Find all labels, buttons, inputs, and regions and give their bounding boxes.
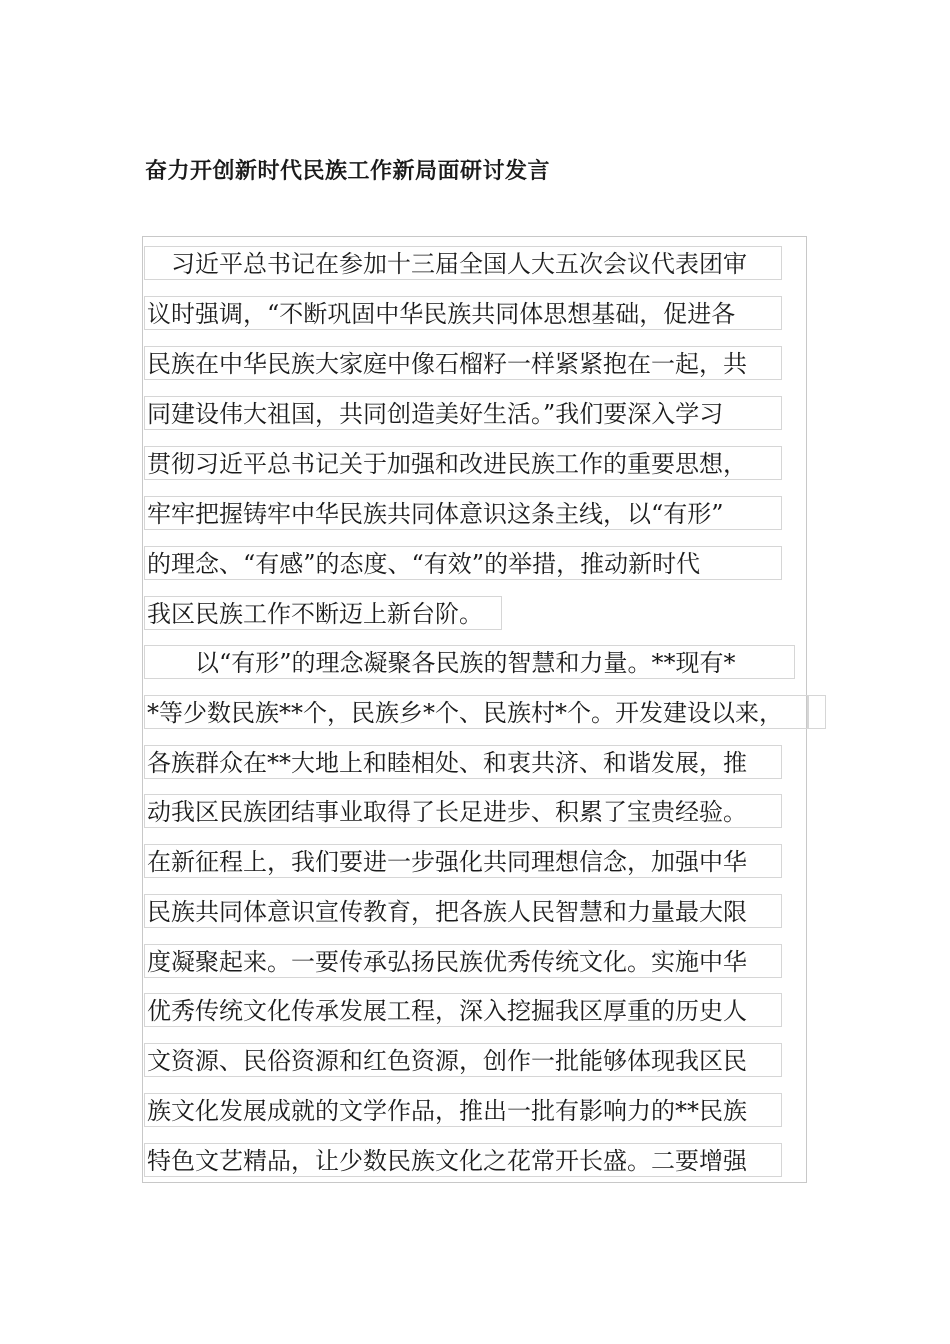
text-line: 特色文艺精品，让少数民族文化之花常开长盛。二要增强 [144, 1143, 782, 1177]
text-line: 牢牢把握铸牢中华民族共同体意识这条主线，以“有形” [144, 496, 782, 530]
text-line: *等少数民族**个，民族乡*个、民族村*个。开发建设以来， [144, 695, 808, 729]
text-line: 动我区民族团结事业取得了长足进步、积累了宝贵经验。 [144, 794, 782, 828]
text-line: 的理念、“有感”的态度、“有效”的举措，推动新时代 [144, 546, 782, 580]
text-line: 各族群众在**大地上和睦相处、和衷共济、和谐发展，推 [144, 745, 782, 779]
text-line: 在新征程上，我们要进一步强化共同理想信念，加强中华 [144, 844, 782, 878]
text-line: 文资源、民俗资源和红色资源，创作一批能够体现我区民 [144, 1043, 782, 1077]
document-title: 奋力开创新时代民族工作新局面研讨发言 [145, 159, 551, 184]
overflow-char-box [808, 695, 826, 729]
text-line: 习近平总书记在参加十三届全国人大五次会议代表团审 [144, 246, 782, 280]
text-line: 民族在中华民族大家庭中像石榴籽一样紧紧抱在一起，共 [144, 346, 782, 380]
text-line: 优秀传统文化传承发展工程，深入挖掘我区厚重的历史人 [144, 993, 782, 1027]
text-line: 我区民族工作不断迈上新台阶。 [144, 596, 502, 630]
text-line: 贯彻习近平总书记关于加强和改进民族工作的重要思想， [144, 446, 782, 480]
text-line: 以“有形”的理念凝聚各民族的智慧和力量。**现有* [144, 645, 795, 679]
text-line: 议时强调，“不断巩固中华民族共同体思想基础，促进各 [144, 296, 782, 330]
text-line: 民族共同体意识宣传教育，把各族人民智慧和力量最大限 [144, 894, 782, 928]
text-line: 度凝聚起来。一要传承弘扬民族优秀传统文化。实施中华 [144, 944, 782, 978]
text-line: 族文化发展成就的文学作品，推出一批有影响力的**民族 [144, 1093, 782, 1127]
text-line: 同建设伟大祖国，共同创造美好生活。”我们要深入学习 [144, 396, 782, 430]
